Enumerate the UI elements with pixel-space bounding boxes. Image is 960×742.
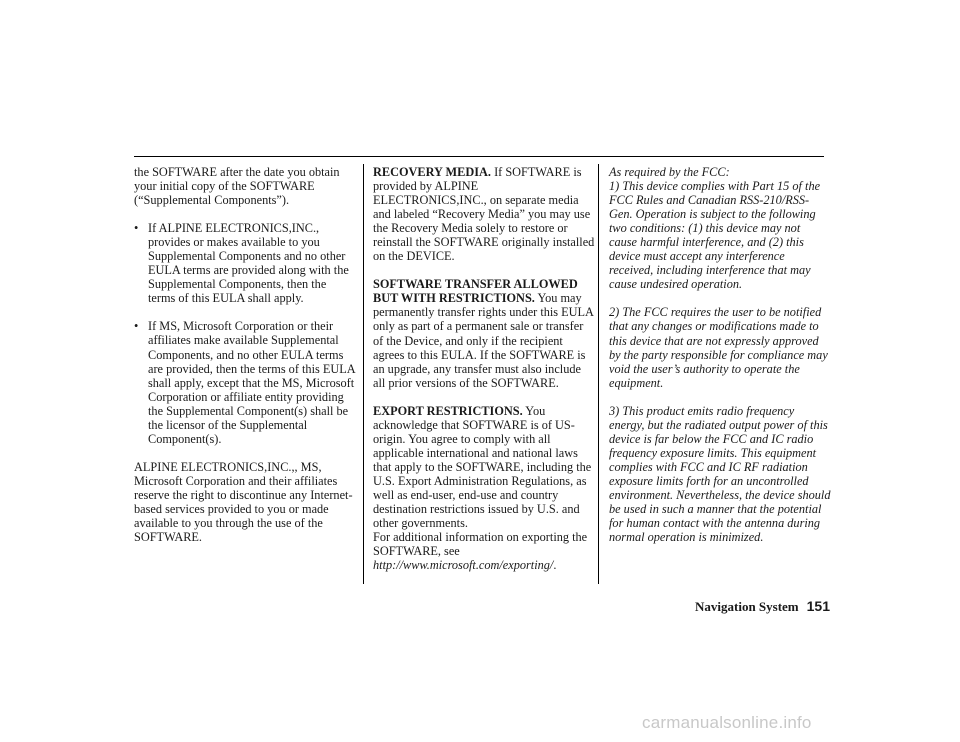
column-divider-2 [598, 164, 599, 584]
fcc-lead: As required by the FCC: [609, 165, 730, 179]
column-right [609, 165, 831, 558]
list-item [134, 221, 356, 305]
fcc-statement [609, 165, 831, 291]
export-restrictions-paragraph [373, 404, 595, 573]
list-item-text: If MS, Microsoft Corporation or their affiliates make available Supplemental Components, and no other EULA terms are provided, then the terms of this EULA shall apply, except that the MS, Microsoft Corporation or affiliate entity providing the Supplemental Component(s) shall be the licensor of the Supplemental Component(s). [148, 319, 355, 446]
software-transfer-paragraph [373, 277, 595, 389]
list-item [134, 319, 356, 445]
watermark-text: carmanualsonline.info [642, 713, 812, 732]
export-more-info: For additional information on exporting the SOFTWARE, see [373, 530, 588, 559]
software-transfer-heading: SOFTWARE TRANSFER ALLOWED BUT WITH RESTRICTIONS. [373, 277, 578, 306]
supplemental-list [134, 221, 356, 446]
column-middle [373, 165, 595, 586]
closing-paragraph: ALPINE ELECTRONICS,INC.,, MS, Microsoft Corporation and their affiliates reserve the right to discontinue any Internet-based services provided to you or made available to you through the use of the SOFTWARE. [134, 459, 353, 545]
export-restrictions-body: You acknowledge that SOFTWARE is of US-origin. You agree to comply with all applicable international and national laws that apply to the SOFTWARE, including the U.S. Export Administration Regulations, as well as end-user, end-use and country destination restrictions issued by U.S. and other governments. [373, 403, 592, 531]
bullet-icon: • [134, 221, 139, 236]
section-title: Navigation System [695, 599, 799, 614]
fcc-item-2: 2) The FCC requires the user to be notified that any changes or modifications made to this device that are not expressly approved by the party responsible for compliance may void the user’s authority to operate the equipment. [609, 305, 828, 390]
recovery-media-heading: RECOVERY MEDIA. [373, 165, 491, 179]
intro-paragraph: the SOFTWARE after the date you obtain your initial copy of the SOFTWARE (“Supplemental Components”). [134, 165, 340, 208]
software-transfer-body: You may permanently transfer rights under this EULA only as part of a permanent sale or transfer of the Device, and only if the recipient agrees to this EULA. If the SOFTWARE is an upgrade, any transfer must also include all prior versions of the SOFTWARE. [373, 291, 594, 390]
export-link[interactable]: http://www.microsoft.com/exporting/ [373, 558, 554, 573]
export-link-end: . [553, 558, 557, 573]
page-footer [695, 598, 830, 615]
top-rule [134, 156, 824, 157]
bullet-icon: • [134, 319, 139, 334]
column-divider-1 [363, 164, 364, 584]
list-item-text: If ALPINE ELECTRONICS,INC., provides or makes available to you Supplemental Components and no other EULA terms are provided along with the Supplemental Components, then the terms of this EULA shall apply. [148, 221, 349, 306]
page-number: 151 [806, 598, 830, 614]
fcc-item-3: 3) This product emits radio frequency energy, but the radiated output power of this device is far below the FCC and IC radio frequency exposure limits. This equipment complies with FCC and IC RF radiation exposure limits forth for an uncontrolled environment. Nevertheless, the device should be used in such a manner that the potential for human contact with the antenna during normal operation is minimized. [609, 403, 831, 545]
column-left [134, 165, 356, 558]
recovery-media-paragraph [373, 165, 595, 263]
fcc-item-1: 1) This device complies with Part 15 of the FCC Rules and Canadian RSS-210/RSS-Gen. Operation is subject to the following two conditions: (1) this device may not cause harmful interference, and (2) this device must accept any interference received, including interference that may cause undesired operation. [609, 179, 821, 292]
export-restrictions-heading: EXPORT RESTRICTIONS. [373, 403, 523, 418]
recovery-media-body: If SOFTWARE is provided by ALPINE ELECTRONICS,INC., on separate media and labeled “Recovery Media” you may use the Recovery Media solely to restore or reinstall the SOFTWARE originally installed on the DEVICE. [373, 165, 595, 264]
